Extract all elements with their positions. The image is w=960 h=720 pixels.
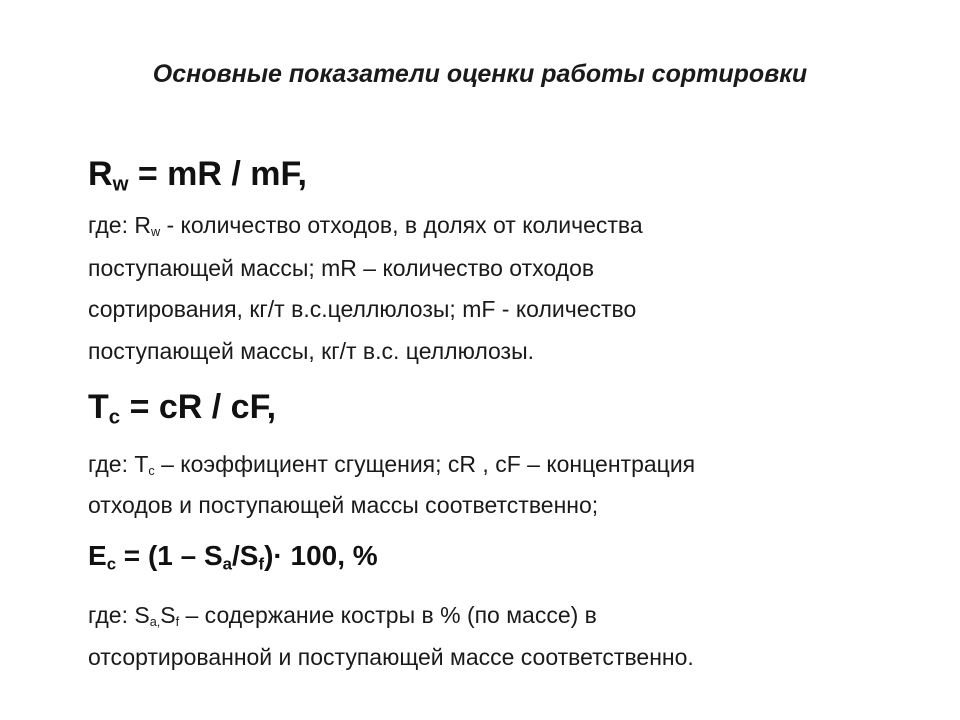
def-ec-subscript-f: f (175, 615, 180, 630)
def-rw-line-1 (88, 212, 643, 239)
formula-rw-subscript: w (112, 173, 129, 196)
formula-tc-expression: = cR / cF, (120, 388, 277, 426)
formula-tc-subscript: c (108, 406, 121, 429)
formula-ec-part-1: = (1 – S (116, 540, 223, 571)
def-tc-subscript: c (148, 464, 155, 479)
formula-tc (88, 388, 276, 430)
def-ec-prefix: где: S (88, 602, 150, 628)
def-rw-subscript: w (150, 225, 161, 240)
formula-tc-symbol: T (88, 388, 109, 426)
formula-ec-subscript-f: f (258, 554, 265, 574)
def-rw-line-2: поступающей массы; mR – количество отходов (88, 255, 595, 281)
formula-rw (88, 155, 307, 197)
slide-title: Основные показатели оценки работы сортировки (152, 60, 808, 88)
formula-ec-subscript-a: a (222, 554, 232, 574)
def-rw-text-1: - количество отходов, в долях от количества (160, 212, 643, 238)
formula-ec (88, 540, 378, 575)
formula-ec-part-3: )· 100, % (264, 540, 378, 571)
formula-rw-symbol: R (88, 155, 113, 193)
def-ec-text-1: – содержание костры в % (по массе) в (179, 602, 597, 628)
def-ec-line-2: отсортированной и поступающей массе соответственно. (88, 644, 694, 670)
formula-ec-symbol: E (88, 540, 107, 571)
formula-ec-subscript: c (106, 554, 117, 574)
def-ec-symbol-s: S (160, 602, 176, 628)
def-rw-prefix: где: R (88, 212, 151, 238)
def-rw-line-4: поступающей массы, кг/т в.с. целлюлозы. (88, 338, 535, 364)
def-tc-prefix: где: T (88, 451, 149, 477)
formula-rw-expression: = mR / mF, (128, 155, 307, 193)
def-rw-line-3: сортирования, кг/т в.с.целлюлозы; mF - количество (88, 296, 637, 322)
def-ec-line-1 (88, 602, 597, 629)
formula-ec-part-2: /S (232, 540, 259, 571)
def-tc-line-1 (88, 451, 695, 478)
def-tc-line-2: отходов и поступающей массы соответственно; (88, 492, 599, 518)
def-tc-text-1: – коэффициент сгущения; cR , cF – концентрация (154, 451, 696, 477)
def-ec-subscript-a: a, (149, 615, 161, 630)
